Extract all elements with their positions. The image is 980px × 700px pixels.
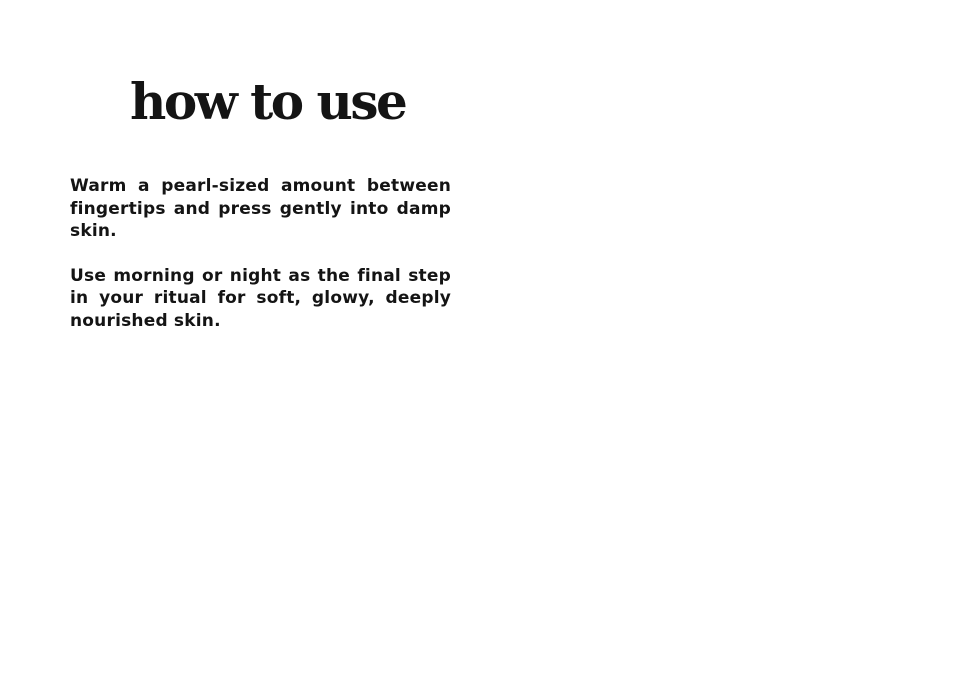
section-title: how to use xyxy=(130,72,406,131)
instructions-body xyxy=(70,175,451,354)
instruction-paragraph-1: Warm a pearl-sized amount between fingertips and press gently into damp skin. xyxy=(70,176,451,241)
instruction-paragraph-2: Use morning or night as the final step in your ritual for soft, glowy, deeply nourished skin. xyxy=(70,265,451,331)
